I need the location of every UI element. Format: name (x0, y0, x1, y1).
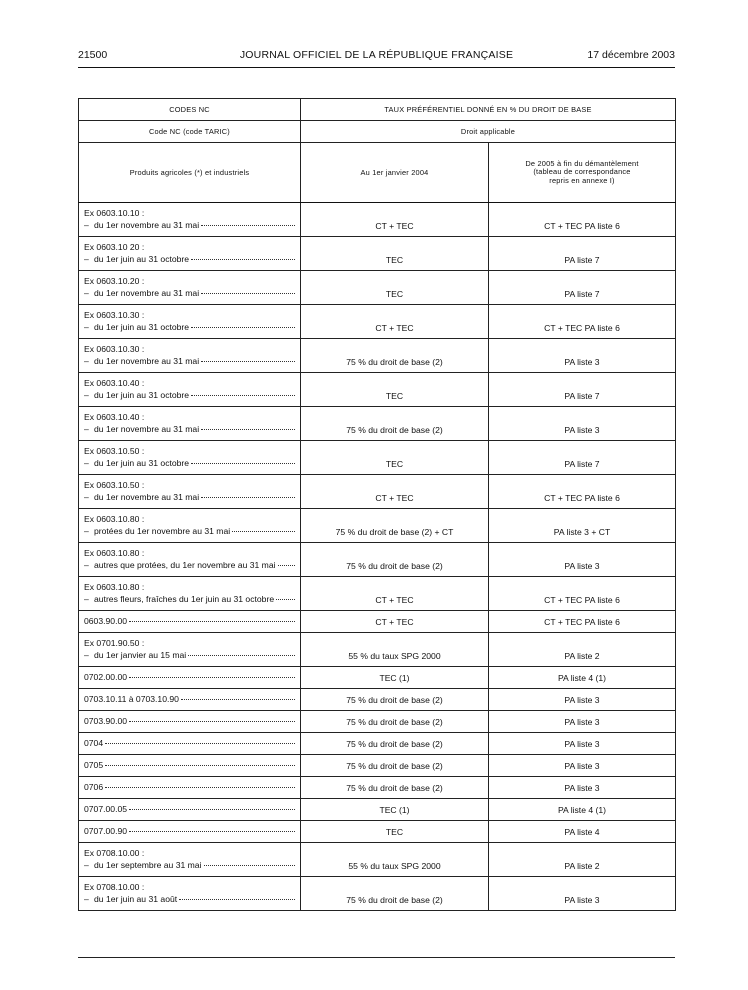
dash-marker: – (84, 559, 89, 570)
dot-leader (191, 395, 295, 396)
rate-2004-cell (301, 237, 489, 271)
product-description: du 1er novembre au 31 mai (94, 355, 200, 366)
table-row (79, 611, 676, 633)
table-row (79, 689, 676, 711)
rate-2005: PA liste 3 (564, 894, 600, 905)
table-row (79, 843, 676, 877)
dash-marker: – (84, 859, 89, 870)
dot-leader (191, 327, 295, 328)
header-de-2005-line3: repris en annexe I) (549, 175, 615, 185)
table-row (79, 543, 676, 577)
rate-2005: CT + TEC PA liste 6 (544, 220, 620, 231)
code-cell (79, 339, 301, 373)
rate-2005-cell (489, 305, 676, 339)
code-cell (79, 711, 301, 733)
rate-2004: CT + TEC (375, 616, 414, 627)
rate-2004-cell (301, 339, 489, 373)
product-description: 0707.00.05 (84, 803, 128, 814)
product-line (84, 860, 295, 872)
product-line (84, 594, 295, 606)
table-bottom-rule (78, 957, 675, 958)
dot-leader (129, 721, 295, 722)
product-description: 0603.90.00 (84, 615, 128, 626)
dot-leader (201, 497, 295, 498)
nc-code: Ex 0603.10.20 : (84, 275, 145, 286)
dash-marker: – (84, 287, 89, 298)
rate-2004: TEC (385, 458, 404, 469)
code-cell (79, 689, 301, 711)
product-description: du 1er janvier au 15 mai (94, 649, 187, 660)
product-line (84, 694, 295, 706)
code-cell (79, 777, 301, 799)
code-cell (79, 733, 301, 755)
rate-2004: CT + TEC (375, 220, 414, 231)
rate-2004-cell (301, 799, 489, 821)
table-row (79, 373, 676, 407)
rate-2005-cell (489, 509, 676, 543)
product-description: du 1er septembre au 31 mai (94, 859, 202, 870)
rate-2004-cell (301, 441, 489, 475)
rate-2005: PA liste 4 (1) (557, 804, 607, 815)
rate-2005-cell (489, 203, 676, 237)
dot-leader (201, 293, 295, 294)
code-cell (79, 203, 301, 237)
rate-2005: PA liste 4 (1) (557, 672, 607, 683)
product-description: 0705 (84, 759, 104, 770)
dot-leader (201, 361, 295, 362)
product-line (84, 760, 295, 772)
dash-marker: – (84, 389, 89, 400)
product-description: 0706 (84, 781, 104, 792)
product-description: du 1er novembre au 31 mai (94, 287, 200, 298)
dash-marker: – (84, 893, 89, 904)
nc-code: Ex 0603.10 20 : (84, 241, 145, 252)
rate-2004: TEC (1) (379, 672, 410, 683)
rate-2005-cell (489, 543, 676, 577)
rate-2004: 75 % du droit de base (2) (346, 760, 443, 771)
rate-2005-cell (489, 373, 676, 407)
rate-2005-cell (489, 475, 676, 509)
product-line (84, 220, 295, 232)
product-line (84, 322, 295, 334)
dash-marker: – (84, 219, 89, 230)
dot-leader (105, 743, 295, 744)
code-cell (79, 373, 301, 407)
product-description: autres que protées, du 1er novembre au 31 mai (94, 559, 276, 570)
nc-code: Ex 0603.10.80 : (84, 581, 145, 592)
rate-2004-cell (301, 373, 489, 407)
header-taux-preferentiel: TAUX PRÉFÉRENTIEL DONNÉ EN % DU DROIT DE BASE (301, 99, 676, 121)
rate-2005-cell (489, 667, 676, 689)
table-row (79, 203, 676, 237)
product-line (84, 650, 295, 662)
product-line (84, 894, 295, 906)
rate-2004-cell (301, 577, 489, 611)
dot-leader (191, 463, 295, 464)
table-row (79, 509, 676, 543)
rate-2004-cell (301, 733, 489, 755)
nc-code: Ex 0603.10.80 : (84, 513, 145, 524)
code-cell (79, 799, 301, 821)
rate-2004: TEC (385, 390, 404, 401)
table-row (79, 475, 676, 509)
rate-2004: TEC (385, 288, 404, 299)
rate-2004: TEC (385, 254, 404, 265)
rate-2005: PA liste 3 + CT (553, 526, 611, 537)
dot-leader (129, 831, 295, 832)
product-description: protées du 1er novembre au 31 mai (94, 525, 231, 536)
rate-2004-cell (301, 877, 489, 911)
dot-leader (129, 809, 295, 810)
product-description: du 1er juin au 31 octobre (94, 321, 190, 332)
rate-2004-cell (301, 543, 489, 577)
dash-marker: – (84, 321, 89, 332)
rate-2005-cell (489, 711, 676, 733)
rate-2004: 55 % du taux SPG 2000 (348, 650, 441, 661)
product-line (84, 560, 295, 572)
rate-2005: CT + TEC PA liste 6 (544, 322, 620, 333)
code-cell (79, 611, 301, 633)
rate-2005-cell (489, 877, 676, 911)
dot-leader (278, 565, 295, 566)
product-line (84, 804, 295, 816)
rate-2005-cell (489, 611, 676, 633)
rate-2004-cell (301, 843, 489, 877)
code-cell (79, 509, 301, 543)
product-line (84, 738, 295, 750)
nc-code: Ex 0708.10.00 : (84, 881, 145, 892)
rate-2004-cell (301, 667, 489, 689)
rate-2004: 75 % du droit de base (2) (346, 782, 443, 793)
code-cell (79, 843, 301, 877)
rate-2004-cell (301, 203, 489, 237)
dot-leader (204, 865, 296, 866)
rate-2004: 75 % du droit de base (2) (346, 738, 443, 749)
code-cell (79, 821, 301, 843)
product-description: du 1er novembre au 31 mai (94, 423, 200, 434)
code-cell (79, 237, 301, 271)
dash-marker: – (84, 423, 89, 434)
dot-leader (105, 787, 295, 788)
nc-code: Ex 0603.10.30 : (84, 343, 145, 354)
code-cell (79, 271, 301, 305)
rate-2005-cell (489, 339, 676, 373)
rate-2005: PA liste 2 (564, 860, 600, 871)
rate-2005-cell (489, 271, 676, 305)
code-cell (79, 543, 301, 577)
rate-2004-cell (301, 689, 489, 711)
table-row (79, 799, 676, 821)
rate-2004-cell (301, 777, 489, 799)
rate-2004-cell (301, 611, 489, 633)
product-line (84, 390, 295, 402)
dot-leader (179, 899, 295, 900)
header-code-taric: Code NC (code TARIC) (79, 121, 301, 143)
rate-2005: PA liste 3 (564, 760, 600, 771)
product-line (84, 526, 295, 538)
rate-2004-cell (301, 755, 489, 777)
nc-code: Ex 0701.90.50 : (84, 637, 145, 648)
code-cell (79, 877, 301, 911)
table-row (79, 733, 676, 755)
rate-2005-cell (489, 821, 676, 843)
product-description: 0702.00.00 (84, 671, 128, 682)
journal-title: JOURNAL OFFICIEL DE LA RÉPUBLIQUE FRANÇAISE (239, 49, 514, 61)
rate-2005: CT + TEC PA liste 6 (544, 616, 620, 627)
product-description: 0703.10.11 à 0703.10.90 (84, 693, 179, 704)
rate-2004-cell (301, 509, 489, 543)
dash-marker: – (84, 649, 89, 660)
rate-2004-cell (301, 633, 489, 667)
dot-leader (181, 699, 295, 700)
rate-2004-cell (301, 711, 489, 733)
nc-code: Ex 0603.10.40 : (84, 377, 145, 388)
rate-2004-cell (301, 271, 489, 305)
nc-code: Ex 0603.10.10 : (84, 207, 145, 218)
dash-marker: – (84, 491, 89, 502)
dot-leader (129, 621, 295, 622)
code-cell (79, 633, 301, 667)
header-de-2005-line1: De 2005 à fin du démantèlement (525, 158, 639, 168)
product-line (84, 288, 295, 300)
rate-2004: 75 % du droit de base (2) (346, 356, 443, 367)
dash-marker: – (84, 525, 89, 536)
rate-2005: PA liste 7 (564, 254, 600, 265)
product-line (84, 492, 295, 504)
table-row (79, 271, 676, 305)
product-description: du 1er juin au 31 octobre (94, 457, 190, 468)
page-number: 21500 (78, 49, 108, 61)
table-row (79, 711, 676, 733)
table-row (79, 877, 676, 911)
header-droit-applicable: Droit applicable (301, 121, 676, 143)
nc-code: Ex 0603.10.80 : (84, 547, 145, 558)
rate-2005-cell (489, 843, 676, 877)
tariff-table (78, 98, 676, 911)
product-description: du 1er novembre au 31 mai (94, 491, 200, 502)
header-row-2 (79, 121, 676, 143)
rate-2004: 75 % du droit de base (2) (346, 694, 443, 705)
product-description: 0704 (84, 737, 104, 748)
dot-leader (129, 677, 295, 678)
product-line (84, 672, 295, 684)
product-description: 0707.00.90 (84, 825, 128, 836)
rate-2005-cell (489, 733, 676, 755)
dash-marker: – (84, 355, 89, 366)
rate-2004: 75 % du droit de base (2) (346, 716, 443, 727)
rate-2004: 75 % du droit de base (2) (346, 424, 443, 435)
dot-leader (201, 429, 295, 430)
rate-2004: 75 % du droit de base (2) + CT (335, 526, 454, 537)
rate-2005: PA liste 3 (564, 424, 600, 435)
rate-2005: CT + TEC PA liste 6 (544, 492, 620, 503)
rate-2004-cell (301, 407, 489, 441)
dot-leader (188, 655, 295, 656)
nc-code: Ex 0603.10.50 : (84, 445, 145, 456)
rate-2005-cell (489, 577, 676, 611)
header-produits: Produits agricoles (*) et industriels (79, 143, 301, 203)
code-cell (79, 577, 301, 611)
rate-2005: PA liste 4 (564, 826, 600, 837)
header-de-2005-line2: (tableau de correspondance (533, 167, 631, 177)
product-description: autres fleurs, fraîches du 1er juin au 31 octobre (94, 593, 275, 604)
product-line (84, 716, 295, 728)
dot-leader (232, 531, 295, 532)
rate-2005-cell (489, 799, 676, 821)
header-de-2005 (489, 143, 676, 203)
rate-2005-cell (489, 755, 676, 777)
rate-2004: CT + TEC (375, 594, 414, 605)
product-line (84, 458, 295, 470)
dot-leader (201, 225, 295, 226)
header-rule (78, 67, 675, 68)
rate-2004: CT + TEC (375, 492, 414, 503)
product-line (84, 826, 295, 838)
table-row (79, 777, 676, 799)
nc-code: Ex 0603.10.40 : (84, 411, 145, 422)
rate-2004-cell (301, 475, 489, 509)
rate-2005: PA liste 3 (564, 356, 600, 367)
rate-2005-cell (489, 633, 676, 667)
rate-2004: TEC (1) (379, 804, 410, 815)
rate-2005: PA liste 3 (564, 694, 600, 705)
product-description: du 1er juin au 31 août (94, 893, 178, 904)
rate-2005: PA liste 3 (564, 560, 600, 571)
rate-2004: CT + TEC (375, 322, 414, 333)
table-row (79, 339, 676, 373)
nc-code: Ex 0603.10.50 : (84, 479, 145, 490)
product-line (84, 356, 295, 368)
dash-marker: – (84, 253, 89, 264)
product-description: du 1er juin au 31 octobre (94, 253, 190, 264)
table-row (79, 407, 676, 441)
product-description: du 1er juin au 31 octobre (94, 389, 190, 400)
rate-2005: PA liste 3 (564, 716, 600, 727)
rate-2005-cell (489, 407, 676, 441)
rate-2005-cell (489, 237, 676, 271)
table-row (79, 633, 676, 667)
product-description: 0703.90.00 (84, 715, 128, 726)
product-line (84, 616, 295, 628)
product-line (84, 424, 295, 436)
table-row (79, 441, 676, 475)
rate-2005: CT + TEC PA liste 6 (544, 594, 620, 605)
rate-2004-cell (301, 305, 489, 339)
dash-marker: – (84, 593, 89, 604)
table-row (79, 667, 676, 689)
code-cell (79, 407, 301, 441)
rate-2005: PA liste 2 (564, 650, 600, 661)
header-au-janvier: Au 1er janvier 2004 (301, 143, 489, 203)
table-row (79, 821, 676, 843)
rate-2005: PA liste 3 (564, 738, 600, 749)
code-cell (79, 475, 301, 509)
rate-2004: TEC (385, 826, 404, 837)
nc-code: Ex 0603.10.30 : (84, 309, 145, 320)
publication-date: 17 décembre 2003 (587, 49, 675, 61)
code-cell (79, 441, 301, 475)
code-cell (79, 305, 301, 339)
rate-2005-cell (489, 441, 676, 475)
code-cell (79, 667, 301, 689)
nc-code: Ex 0708.10.00 : (84, 847, 145, 858)
product-line (84, 254, 295, 266)
rate-2004: 55 % du taux SPG 2000 (348, 860, 441, 871)
dot-leader (105, 765, 295, 766)
dot-leader (276, 599, 295, 600)
rate-2005: PA liste 7 (564, 390, 600, 401)
rate-2004: 75 % du droit de base (2) (346, 894, 443, 905)
rate-2004-cell (301, 821, 489, 843)
rate-2005-cell (489, 689, 676, 711)
product-description: du 1er novembre au 31 mai (94, 219, 200, 230)
rate-2005: PA liste 7 (564, 458, 600, 469)
table-row (79, 237, 676, 271)
header-codes-nc: CODES NC (79, 99, 301, 121)
rate-2005-cell (489, 777, 676, 799)
dot-leader (191, 259, 295, 260)
rate-2004: 75 % du droit de base (2) (346, 560, 443, 571)
rate-2005: PA liste 7 (564, 288, 600, 299)
product-line (84, 782, 295, 794)
dash-marker: – (84, 457, 89, 468)
header-row-3 (79, 143, 676, 203)
header-row-1 (79, 99, 676, 121)
table-row (79, 305, 676, 339)
page-header (78, 46, 675, 64)
rate-2005: PA liste 3 (564, 782, 600, 793)
table-row (79, 755, 676, 777)
code-cell (79, 755, 301, 777)
table-row (79, 577, 676, 611)
